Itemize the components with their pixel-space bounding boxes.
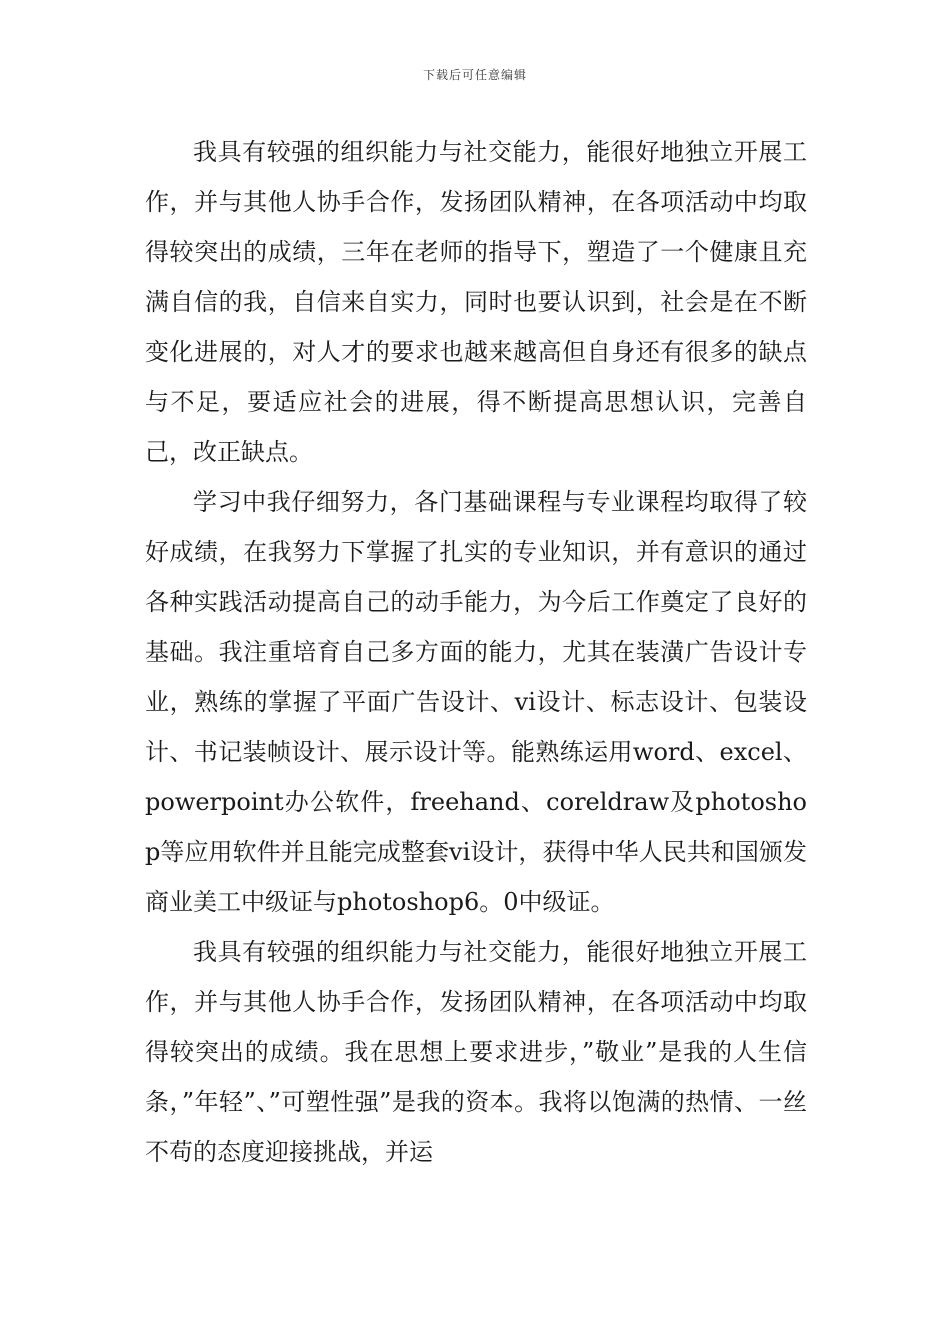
document-body: [145, 127, 807, 1177]
paragraph-2: 学习中我仔细努力，各门基础课程与专业课程均取得了较好成绩，在我努力下掌握了扎实的专业知识，并有意识的通过各种实践活动提高自己的动手能力，为今后工作奠定了良好的基础。我注重培育自己多方面的能力，尤其在装潢广告设计专业，熟练的掌握了平面广告设计、vi设计、标志设计、包装设计、书记装帧设计、展示设计等。能熟练运用word、excel、powerpoint办公软件，freehand、coreldraw及photoshop等应用软件并且能完成整套vi设计，获得中华人民共和国颁发商业美工中级证与photoshop6。0中级证。: [145, 488, 807, 916]
page-header: 下载后可任意编辑: [422, 68, 527, 82]
paragraph-1: 我具有较强的组织能力与社交能力，能很好地独立开展工作，并与其他人协手合作，发扬团队精神，在各项活动中均取得较突出的成绩，三年在老师的指导下，塑造了一个健康且充满自信的我，自信来自实力，同时也要认识到，社会是在不断变化进展的，对人才的要求也越来越高但自身还有很多的缺点与不足，要适应社会的进展，得不断提高思想认识，完善自己，改正缺点。: [145, 138, 807, 466]
paragraph-3: 我具有较强的组织能力与社交能力，能很好地独立开展工作，并与其他人协手合作，发扬团队精神，在各项活动中均取得较突出的成绩。我在思想上要求进步，”敬业”是我的人生信条，”年轻”、”可塑性强”是我的资本。我将以饱满的热情、一丝不苟的态度迎接挑战，并运: [145, 938, 807, 1166]
